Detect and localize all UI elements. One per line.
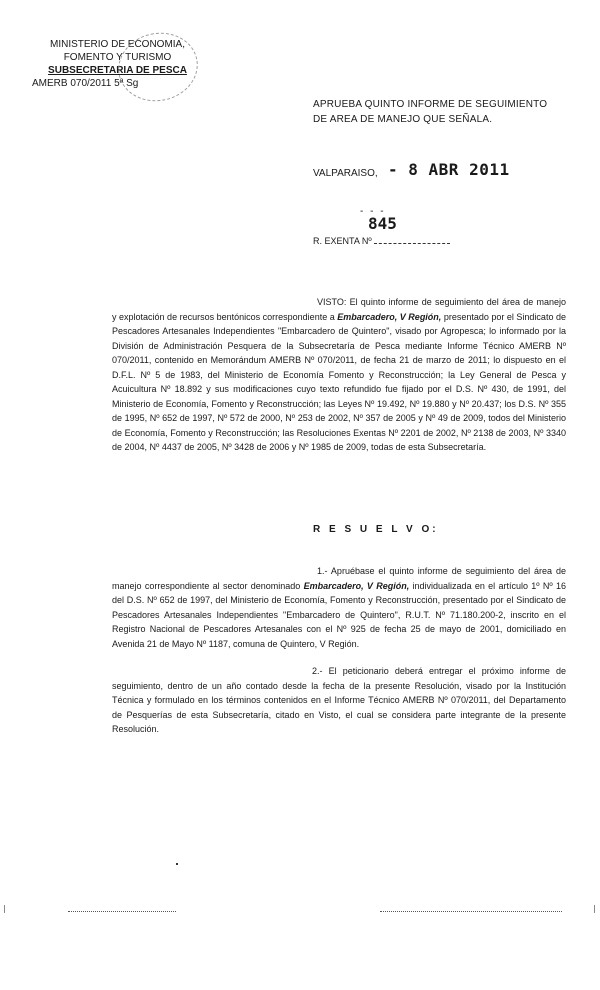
resolution-number: 845 (368, 214, 397, 233)
exenta-label-row (313, 236, 450, 246)
visto-paragraph (112, 295, 566, 455)
visto-text-2: presentado por el Sindicato de Pescadores Artesanales Independientes "Embarcadero de Quintero", visado por Agropesca; lo informado por la División de Administración Pesquera de la Subsecretaría de Pesca mediante Informe Técnico AMERB Nº 070/2011, contenido en Memorándum AMERB Nº 070/2011, de fecha 21 de marzo de 2011; lo dispuesto en el D.F.L. Nº 5 de 1983, del Ministerio de Economía Fomento y Reconstrucción; la Ley General de Pesca y Acuicultura Nº 18.892 y sus modificaciones cuyo texto refundido fue fijado por el D.S. Nº 430, de 1991, del Ministerio de Economía, Fomento y Reconstrucción; las Leyes Nº 19.492, Nº 19.880 y Nº 20.437; los D.S. Nº 355 de 1995, Nº 652 de 1997, Nº 572 de 2000, Nº 253 de 2002, Nº 357 de 2005 y Nº 49 de 2009, todos del Ministerio de Economía, Fomento y Reconstrucción; las Resoluciones Exentas Nº 2201 de 2002, Nº 2138 de 2003, Nº 3340 de 2004, Nº 4437 de 2005, Nº 3428 de 2006 y Nº 1985 de 2009, todas de esta Subsecretaría. (112, 311, 566, 452)
article-2-text: 2.- El peticionario deberá entregar el próximo informe de seguimiento, dentro de un año contado desde la fecha de la presente Resolución, visado por la Institución Técnica y formulado en los términos contenidos en el Informe Técnico AMERB Nº 070/2011, del Departamento de Pesquerías de esta Subsecretaría, citado en Visto, el cual se considera parte integrante de la presente Resolución. (112, 666, 566, 734)
visto-text: El quinto informe de seguimiento del área de manejo y explotación de recursos bentónicos correspondiente a (112, 297, 566, 322)
footer-rule-right (380, 911, 562, 912)
exenta-label: R. EXENTA Nº (313, 236, 372, 246)
resuelvo-heading: R E S U E L V O: (313, 524, 439, 535)
resolution-subject: APRUEBA QUINTO INFORME DE SEGUIMIENTO DE AREA DE MANEJO QUE SEÑALA. (313, 99, 548, 125)
margin-tick (4, 905, 5, 913)
visto-place: Embarcadero, V Región, (337, 311, 442, 322)
scan-speck (176, 863, 178, 865)
article-1-text: individualizada en el artículo 1º Nº 16 del D.S. Nº 652 de 1997, del Ministerio de Economía, Fomento y Reconstrucción, presentado por el Sindicato de Pescadores Artesanales Independientes "Embarcadero de Quintero", R.U.T. Nº 71.180.200-2, inscrito en el Registro Nacional de Pescadores Artesanales con el Nº 925 de fecha 25 de mayo de 2001, domiciliado en Avenida 21 de Mayo Nº 1187, comuna de Quintero, V Región. (112, 580, 566, 649)
article-2-paragraph (112, 664, 566, 737)
visto-lead: VISTO: (317, 297, 347, 307)
ministry-line-2: FOMENTO Y TURISMO (63, 52, 172, 63)
date-stamp: - 8 ABR 2011 (388, 160, 510, 179)
issuer-header (30, 38, 205, 90)
ministry-line: MINISTERIO DE ECONOMIA, (49, 39, 185, 50)
footer-rule-left (68, 911, 176, 912)
dateline-city: VALPARAISO, (313, 168, 378, 179)
article-1-place: Embarcadero, V Región, (303, 580, 410, 591)
exenta-fill-line (374, 243, 450, 244)
article-1-paragraph (112, 564, 566, 651)
subsecretaria-line: SUBSECRETARIA DE PESCA (48, 65, 187, 76)
article-1-lead: 1.- Apruébase el quinto informe de seguimiento del área de manejo correspondiente al sector denominado (112, 566, 566, 591)
number-stamp-dashes: - - - (360, 206, 386, 217)
margin-tick (594, 905, 595, 913)
reference-line: AMERB 070/2011 5ª Sg (32, 78, 139, 89)
